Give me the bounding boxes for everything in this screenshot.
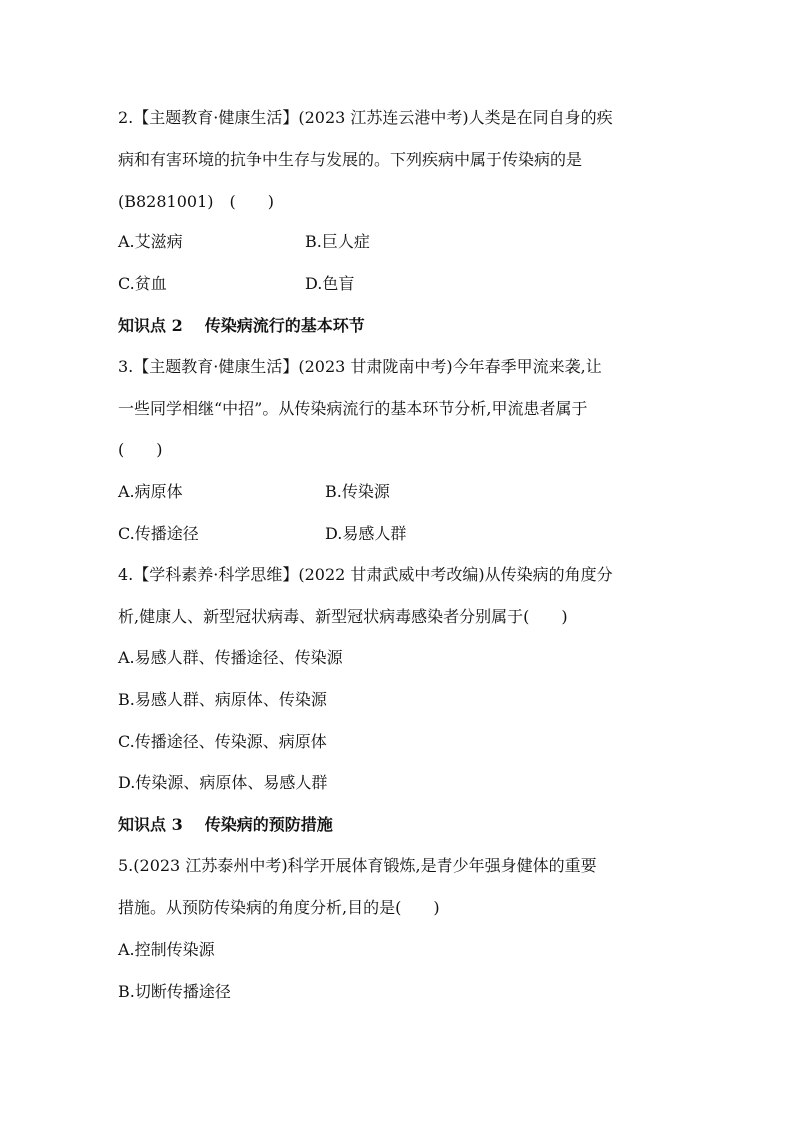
q2-stem-line3: (B8281001) ( )	[118, 192, 274, 211]
q3-option-d: D.易感人群	[325, 524, 407, 543]
q2-option-c: C.贫血	[118, 274, 167, 293]
q5-option-b: B.切断传播途径	[118, 982, 231, 1001]
q3-stem-line2: 一些同学相继“中招”。从传染病流行的基本环节分析,甲流患者属于	[118, 399, 588, 418]
q3-option-c: C.传播途径	[118, 524, 199, 543]
section-3-title: 传染病的预防措施	[204, 815, 333, 834]
q3-stem-line1: 3.【主题教育·健康生活】(2023 甘肃陇南中考)今年春季甲流来袭,让	[118, 357, 602, 376]
section-heading-3	[118, 814, 333, 836]
q5-option-a: A.控制传染源	[118, 940, 215, 959]
q4-stem-line2: 析,健康人、新型冠状病毒、新型冠状病毒感染者分别属于( )	[118, 607, 568, 626]
q5-stem-line2: 措施。从预防传染病的角度分析,目的是( )	[118, 898, 440, 917]
section-2-number: 知识点 2	[118, 316, 183, 335]
q2-stem-line2: 病和有害环境的抗争中生存与发展的。下列疾病中属于传染病的是	[118, 150, 583, 169]
q2-stem-line1: 2.【主题教育·健康生活】(2023 江苏连云港中考)人类是在同自身的疾	[118, 108, 613, 127]
q3-option-b: B.传染源	[325, 482, 390, 501]
q4-stem-line1: 4.【学科素养·科学思维】(2022 甘肃武威中考改编)从传染病的角度分	[118, 565, 613, 584]
section-3-number: 知识点 3	[118, 815, 183, 834]
q4-option-a: A.易感人群、传播途径、传染源	[118, 648, 343, 667]
q4-option-d: D.传染源、病原体、易感人群	[118, 773, 328, 792]
q2-option-d: D.色盲	[305, 274, 355, 293]
q2-option-a: A.艾滋病	[118, 232, 183, 251]
q4-option-b: B.易感人群、病原体、传染源	[118, 690, 327, 709]
q4-option-c: C.传播途径、传染源、病原体	[118, 732, 327, 751]
section-heading-2	[118, 315, 365, 337]
q2-option-b: B.巨人症	[305, 232, 370, 251]
q3-stem-line3: ( )	[118, 440, 163, 459]
q5-stem-line1: 5.(2023 江苏泰州中考)科学开展体育锻炼,是青少年强身健体的重要	[118, 856, 597, 875]
q3-option-a: A.病原体	[118, 482, 183, 501]
section-2-title: 传染病流行的基本环节	[204, 316, 365, 335]
